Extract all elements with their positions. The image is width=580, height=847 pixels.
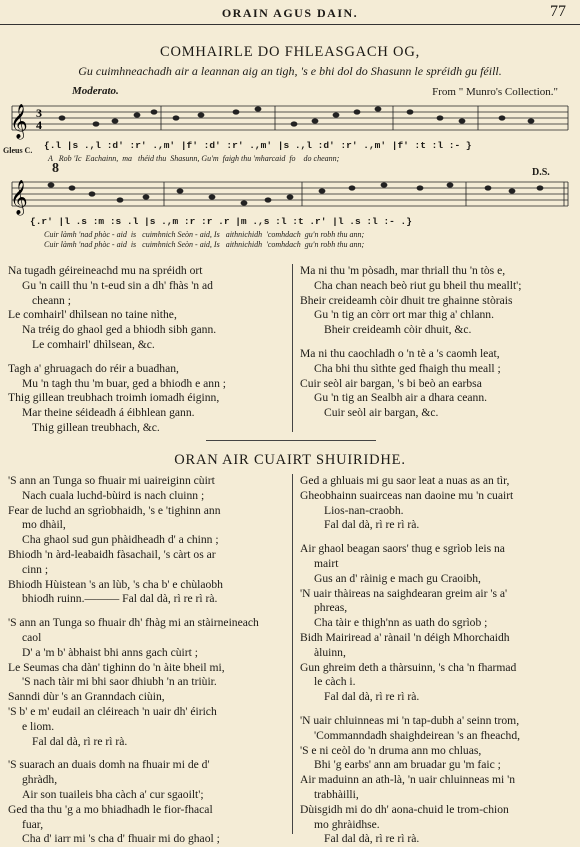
stanza-gap — [300, 338, 575, 347]
verse-line: àluinn, — [314, 645, 346, 659]
verse-line: cinn ; — [22, 562, 49, 576]
verse-line: Ma ni thu 'm pòsadh, mar thriall thu 'n tòs e, — [300, 264, 506, 277]
verse-line: Le Seumas cha dàn' tighinn do 'n àite bheil mi, — [8, 660, 225, 674]
time-signature-top: 3 — [36, 106, 42, 120]
verse-line: mairt — [314, 556, 339, 570]
verse-line: Bhiodh Hùistean 's an lùb, 's cha b' e chùlaobh — [8, 577, 223, 591]
music-lyrics-2a: Cuir làmh 'nad phòc - aid is cuimhnich Seòn - aid, Is aithnichidh 'comhdach gu'n robh thu ann; — [44, 230, 365, 239]
stanza-gap — [8, 353, 290, 362]
verse-line: Bhi 'g earbs' ann am bruadar gu 'm faic ; — [314, 758, 501, 772]
running-title: ORAIN AGUS DAIN. — [221, 6, 359, 20]
verse-line: Air maduinn an ath-là, 'n uair chluinneas mi 'n — [300, 773, 516, 787]
verse-line: Thig gillean treubhach, &c. — [32, 420, 160, 434]
verse-line: Sanndi dùr 's an Granndach ciùin, — [8, 690, 165, 704]
verse-line: Gu 'n tig an Sealbh air a dhara ceann. — [314, 391, 488, 405]
stanza-gap — [300, 533, 575, 542]
verse-line: Cha ghaol sud gun phàidheadh d' a chinn ; — [22, 533, 219, 547]
verse-line: Le comhairl' dhìlsean, &c. — [32, 337, 155, 351]
verse-line: Cha bhi thu sìthte ged fhaigh thu meall ; — [314, 361, 501, 375]
verse-line: Cuir seòl air bargan, &c. — [324, 406, 439, 420]
verse-line: Na tugadh géireineachd mu na spréidh ort — [8, 264, 203, 277]
verse-line: Gun ghreim deth a thàrsuinn, 's cha 'n fharmad — [300, 660, 517, 674]
verse-line: 'S nach tàir mi bhi saor dhiubh 'n an triùir. — [22, 675, 217, 689]
solfa-line-1: {.l |s .,l :d' :r' .,m' |f' :d' :r' .,m' |s .,l :d' :r' .,m' |f' :t :l :- } — [44, 140, 472, 151]
verse-line: Le comhairl' dhìlsean no taine nìthe, — [8, 308, 177, 322]
treble-clef-icon: 𝄞 — [10, 180, 28, 215]
song2-verses-left — [8, 474, 290, 847]
verse-line: caol — [22, 630, 42, 644]
verse-line: Fal dal dà, rì re rì rà. — [324, 690, 420, 704]
section-divider — [206, 440, 376, 441]
verse-line: mo dhàil, — [22, 518, 66, 532]
verse-line: cheann ; — [32, 293, 71, 307]
music-lyrics-2b: Cuir làmh 'nad phòc - aid is cuimhnich Seòn - aid, Is aithnichidh 'comhdach gu'n robh thu ann; — [44, 240, 365, 249]
tempo-marking: Moderato. — [72, 85, 119, 97]
verse-line: 'S ann an Tunga so fhuair dh' fhàg mi an stàirneineach — [8, 616, 259, 630]
music-lyrics-1: A Rob 'Ic Eachainn, ma théid thu Shasunn, Gu'm faigh thu 'mharcaid fo do cheann; — [48, 154, 340, 163]
verse-line: Gu 'n caill thu 'n t-eud sin a dh' fhàs 'n ad — [22, 278, 213, 292]
verse-line: Bidh Mairiread a' rànail 'n déigh Mhorchaidh — [300, 630, 510, 644]
verse-line: D' a 'm b' àbhaist bhi anns gach cùirt ; — [22, 645, 198, 659]
verse-line: 'N uair chluinneas mi 'n tap-dubh a' seinn trom, — [300, 713, 520, 727]
verse-line: Mu 'n tagh thu 'm buar, ged a bhiodh e ann ; — [22, 376, 226, 390]
verse-line: 'S e ni ceòl do 'n druma ann mo chluas, — [300, 743, 482, 757]
verse-line: Cuir seòl air bargan, 's bi beò an earbsa — [300, 376, 482, 390]
stanza-gap — [8, 749, 290, 758]
verse-line: Ged a ghluais mi gu saor leat a nuas as an tìr, — [300, 474, 510, 487]
staff-2 — [12, 182, 568, 206]
dal-segno-marking: D.S. — [532, 167, 550, 178]
verse-line: Mar theine séideadh á éibhlean gann. — [22, 406, 195, 420]
verse-line: 'S suarach an duais domh na fhuair mi de d' — [8, 758, 210, 772]
song1-verses-left — [8, 264, 290, 436]
song-subtitle: Gu cuimhneachadh air a leannan aig an tigh, 's e bhi dol do Shasunn le spréidh gu féill. — [78, 64, 502, 78]
song2-title: ORAN AIR CUAIRT SHUIRIDHE. — [174, 452, 406, 468]
verse-line: trabhàilli, — [314, 787, 359, 801]
verse-line: Cha d' iarr mi 's cha d' fhuair mi do ghaol ; — [22, 832, 220, 846]
verse-line: Na tréig do ghaol ged a bhiodh sibh gann. — [22, 323, 217, 337]
verse-line: Air ghaol beagan saors' thug e sgrìob leis na — [300, 542, 505, 556]
verse-line: Bheir creideamh còir dhuit tre ghainne stòrais — [300, 293, 513, 307]
time-signature-bottom: 4 — [36, 118, 42, 132]
verse-line: Fal dal dà, rì re rì rà. — [324, 832, 420, 846]
verse-line: Fal dal dà, rì re rì rà. — [32, 734, 128, 748]
verse-line: le càch i. — [314, 675, 356, 689]
verse-line: Cha chan neach beò riut gu bheil thu meallt'; — [314, 278, 522, 292]
verse-line: Fal dal dà, rì re rì rà. — [324, 518, 420, 532]
verse-line: ghràdh, — [22, 773, 58, 787]
notes-staff-1 — [59, 106, 535, 126]
column-divider — [292, 264, 293, 432]
verse-line: Cha tàir e thigh'nn as uath do sgrìob ; — [314, 616, 488, 630]
song1-verses-right — [300, 264, 575, 421]
verse-line: Gus an d' ràinig e mach gu Craoibh, — [314, 571, 481, 585]
verse-line: phreas, — [314, 601, 348, 615]
verse-line: 'S b' e m' eudail an cléireach 'n uair dh' éirich — [8, 704, 217, 718]
verse-line: Ma ni thu caochladh o 'n tè a 's caomh leat, — [300, 346, 500, 360]
verse-line: Ged tha thu 'g a mo bhiadhadh le fior-fhacal — [8, 802, 213, 816]
solfa-line-2: {.r' |l .s :m :s .l |s .,m :r :r .r |m .,s :l :t .r' |l .s :l :- .} — [30, 216, 412, 227]
treble-clef-icon: 𝄞 — [10, 104, 28, 139]
verse-line: Bhiodh 'n àrd-leabaidh fàsachail, 's càrt os ar — [8, 547, 216, 561]
verse-line: Nach cuala luchd-bùird is nach cluinn ; — [22, 488, 205, 502]
column-divider — [292, 474, 293, 834]
verse-line: 'S ann an Tunga so fhuair mi uaireiginn cùirt — [8, 474, 215, 487]
verse-line: 'N uair thàireas na saighdearan greim air 's a' — [300, 586, 508, 600]
key-signature-label: Gleus C. — [3, 146, 33, 155]
verse-line: Gu 'n tig an còrr ort mar thig a' chlann. — [314, 308, 494, 322]
verse-line: Gheobhainn suairceas nan daoine mu 'n cuairt — [300, 488, 514, 502]
verse-line: bhiodh ruinn.——— Fal dal dà, rì re rì rà. — [22, 592, 218, 606]
verse-line: 'Commanndadh shaighdeirean 's an fheachd, — [314, 728, 521, 742]
verse-line: Fear de luchd an sgrìobhaidh, 's e 'tighinn ann — [8, 503, 221, 517]
verse-line: Lios-nan-craobh. — [324, 503, 404, 517]
verse-line: Dùisgidh mi do dh' aona-chuid le trom-chion — [300, 802, 509, 816]
verse-line: Air son tuaileis bha càch a' cur sgaoilt'; — [22, 787, 204, 801]
song-title: COMHAIRLE DO FHLEASGACH OG, — [159, 44, 421, 60]
source-credit: From " Munro's Collection." — [432, 86, 558, 98]
verse-line: mo ghràidhse. — [314, 817, 380, 831]
stanza-gap — [8, 607, 290, 616]
segno-sign: 8 — [52, 161, 59, 176]
verse-line: e liom. — [22, 719, 55, 733]
verse-line: Bheir creideamh còir dhuit, &c. — [324, 323, 472, 337]
verse-line: Thig gillean treubhach troimh iomadh éiginn, — [8, 391, 220, 405]
verse-line: fuar, — [22, 817, 44, 831]
verse-line: Tagh a' ghruagach do réir a buadhan, — [8, 361, 179, 375]
stanza-gap — [300, 705, 575, 714]
page-number: 77 — [550, 3, 566, 20]
song2-verses-right — [300, 474, 575, 847]
